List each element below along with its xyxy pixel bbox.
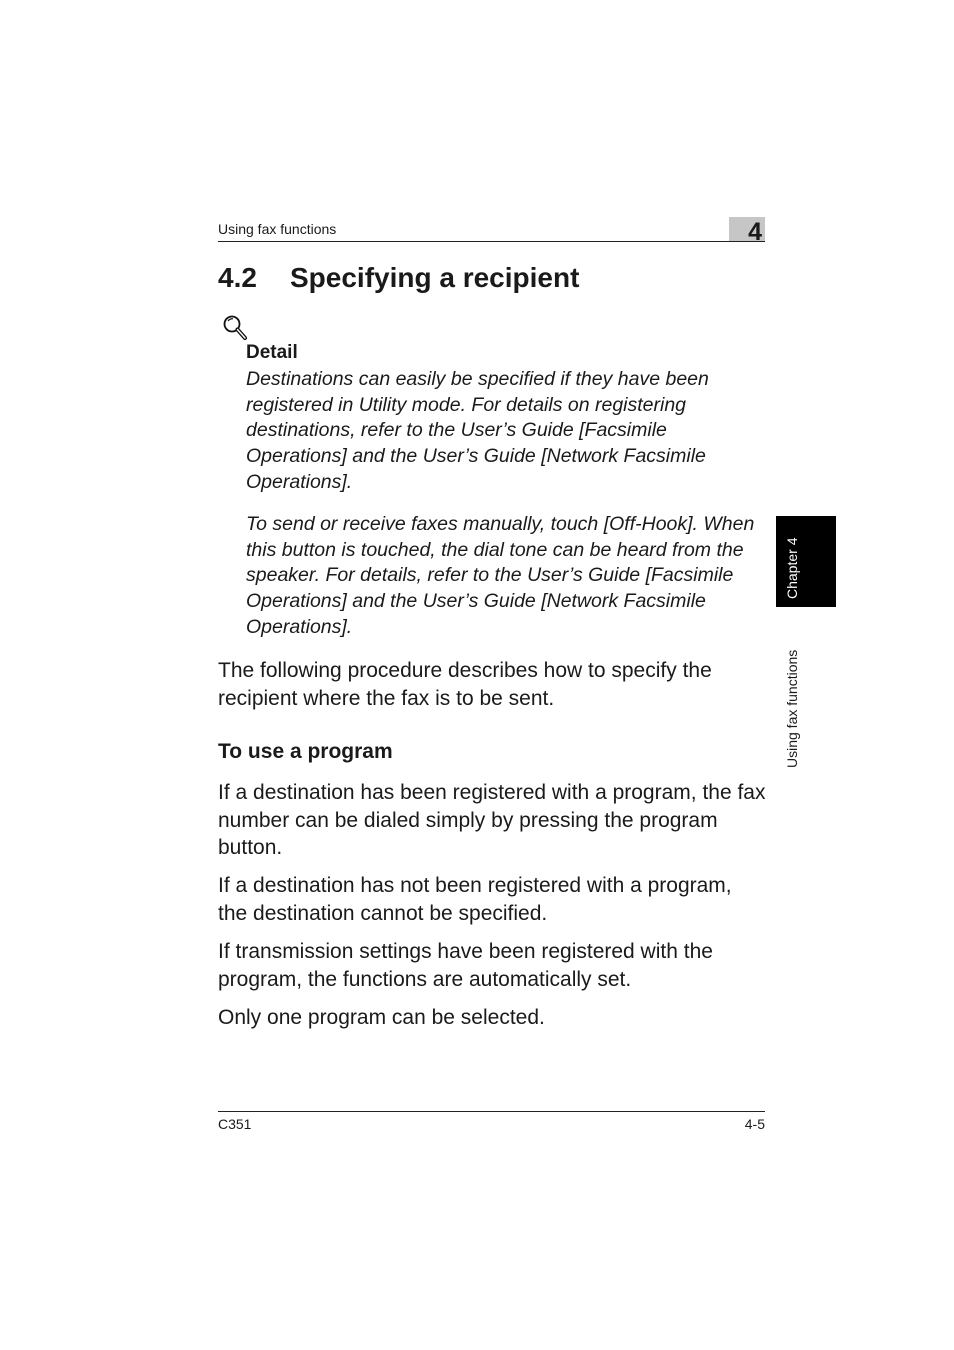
chapter-number: 4 (748, 218, 762, 246)
subsection-heading: To use a program (218, 740, 393, 763)
body-paragraph: If a destination has been registered with a program, the fax number can be dialed simply by pressing the program button. (218, 781, 766, 859)
section-title: Specifying a recipient (290, 262, 580, 293)
running-header-title: Using fax functions (218, 221, 337, 237)
detail-note-off-hook: To send or receive faxes manually, touch [Off-Hook]. When this button is touched, the dial tone can be heard from the speaker. For details, refer to the User’s Guide [Facsimile Operations] and the User’s Guide [Network Facsimile Operations]. (246, 513, 755, 638)
section-heading (218, 262, 579, 294)
side-tab-section-label: Using fax functions (784, 649, 800, 768)
detail-label: Detail (246, 342, 298, 363)
body-paragraph: If a destination has not been registered with a program, the destination cannot be specified. (218, 874, 732, 925)
section-number: 4.2 (218, 262, 257, 293)
side-tab-chapter-label: Chapter 4 (784, 537, 800, 599)
footer-model: C351 (218, 1116, 252, 1132)
body-paragraph: If transmission settings have been registered with the program, the functions are automatically set. (218, 940, 713, 991)
footer-rule (218, 1111, 765, 1112)
header-rule (218, 241, 765, 242)
footer-page-number: 4-5 (744, 1116, 765, 1132)
intro-paragraph: The following procedure describes how to specify the recipient where the fax is to be sent. (218, 659, 712, 710)
magnifier-icon (222, 314, 248, 342)
detail-note-destinations: Destinations can easily be specified if they have been registered in Utility mode. For details on registering destinations, refer to the User’s Guide [Facsimile Operations] and the User’s Guide [Network Facsimile Operations]. (246, 368, 709, 493)
body-paragraph: Only one program can be selected. (218, 1006, 545, 1029)
